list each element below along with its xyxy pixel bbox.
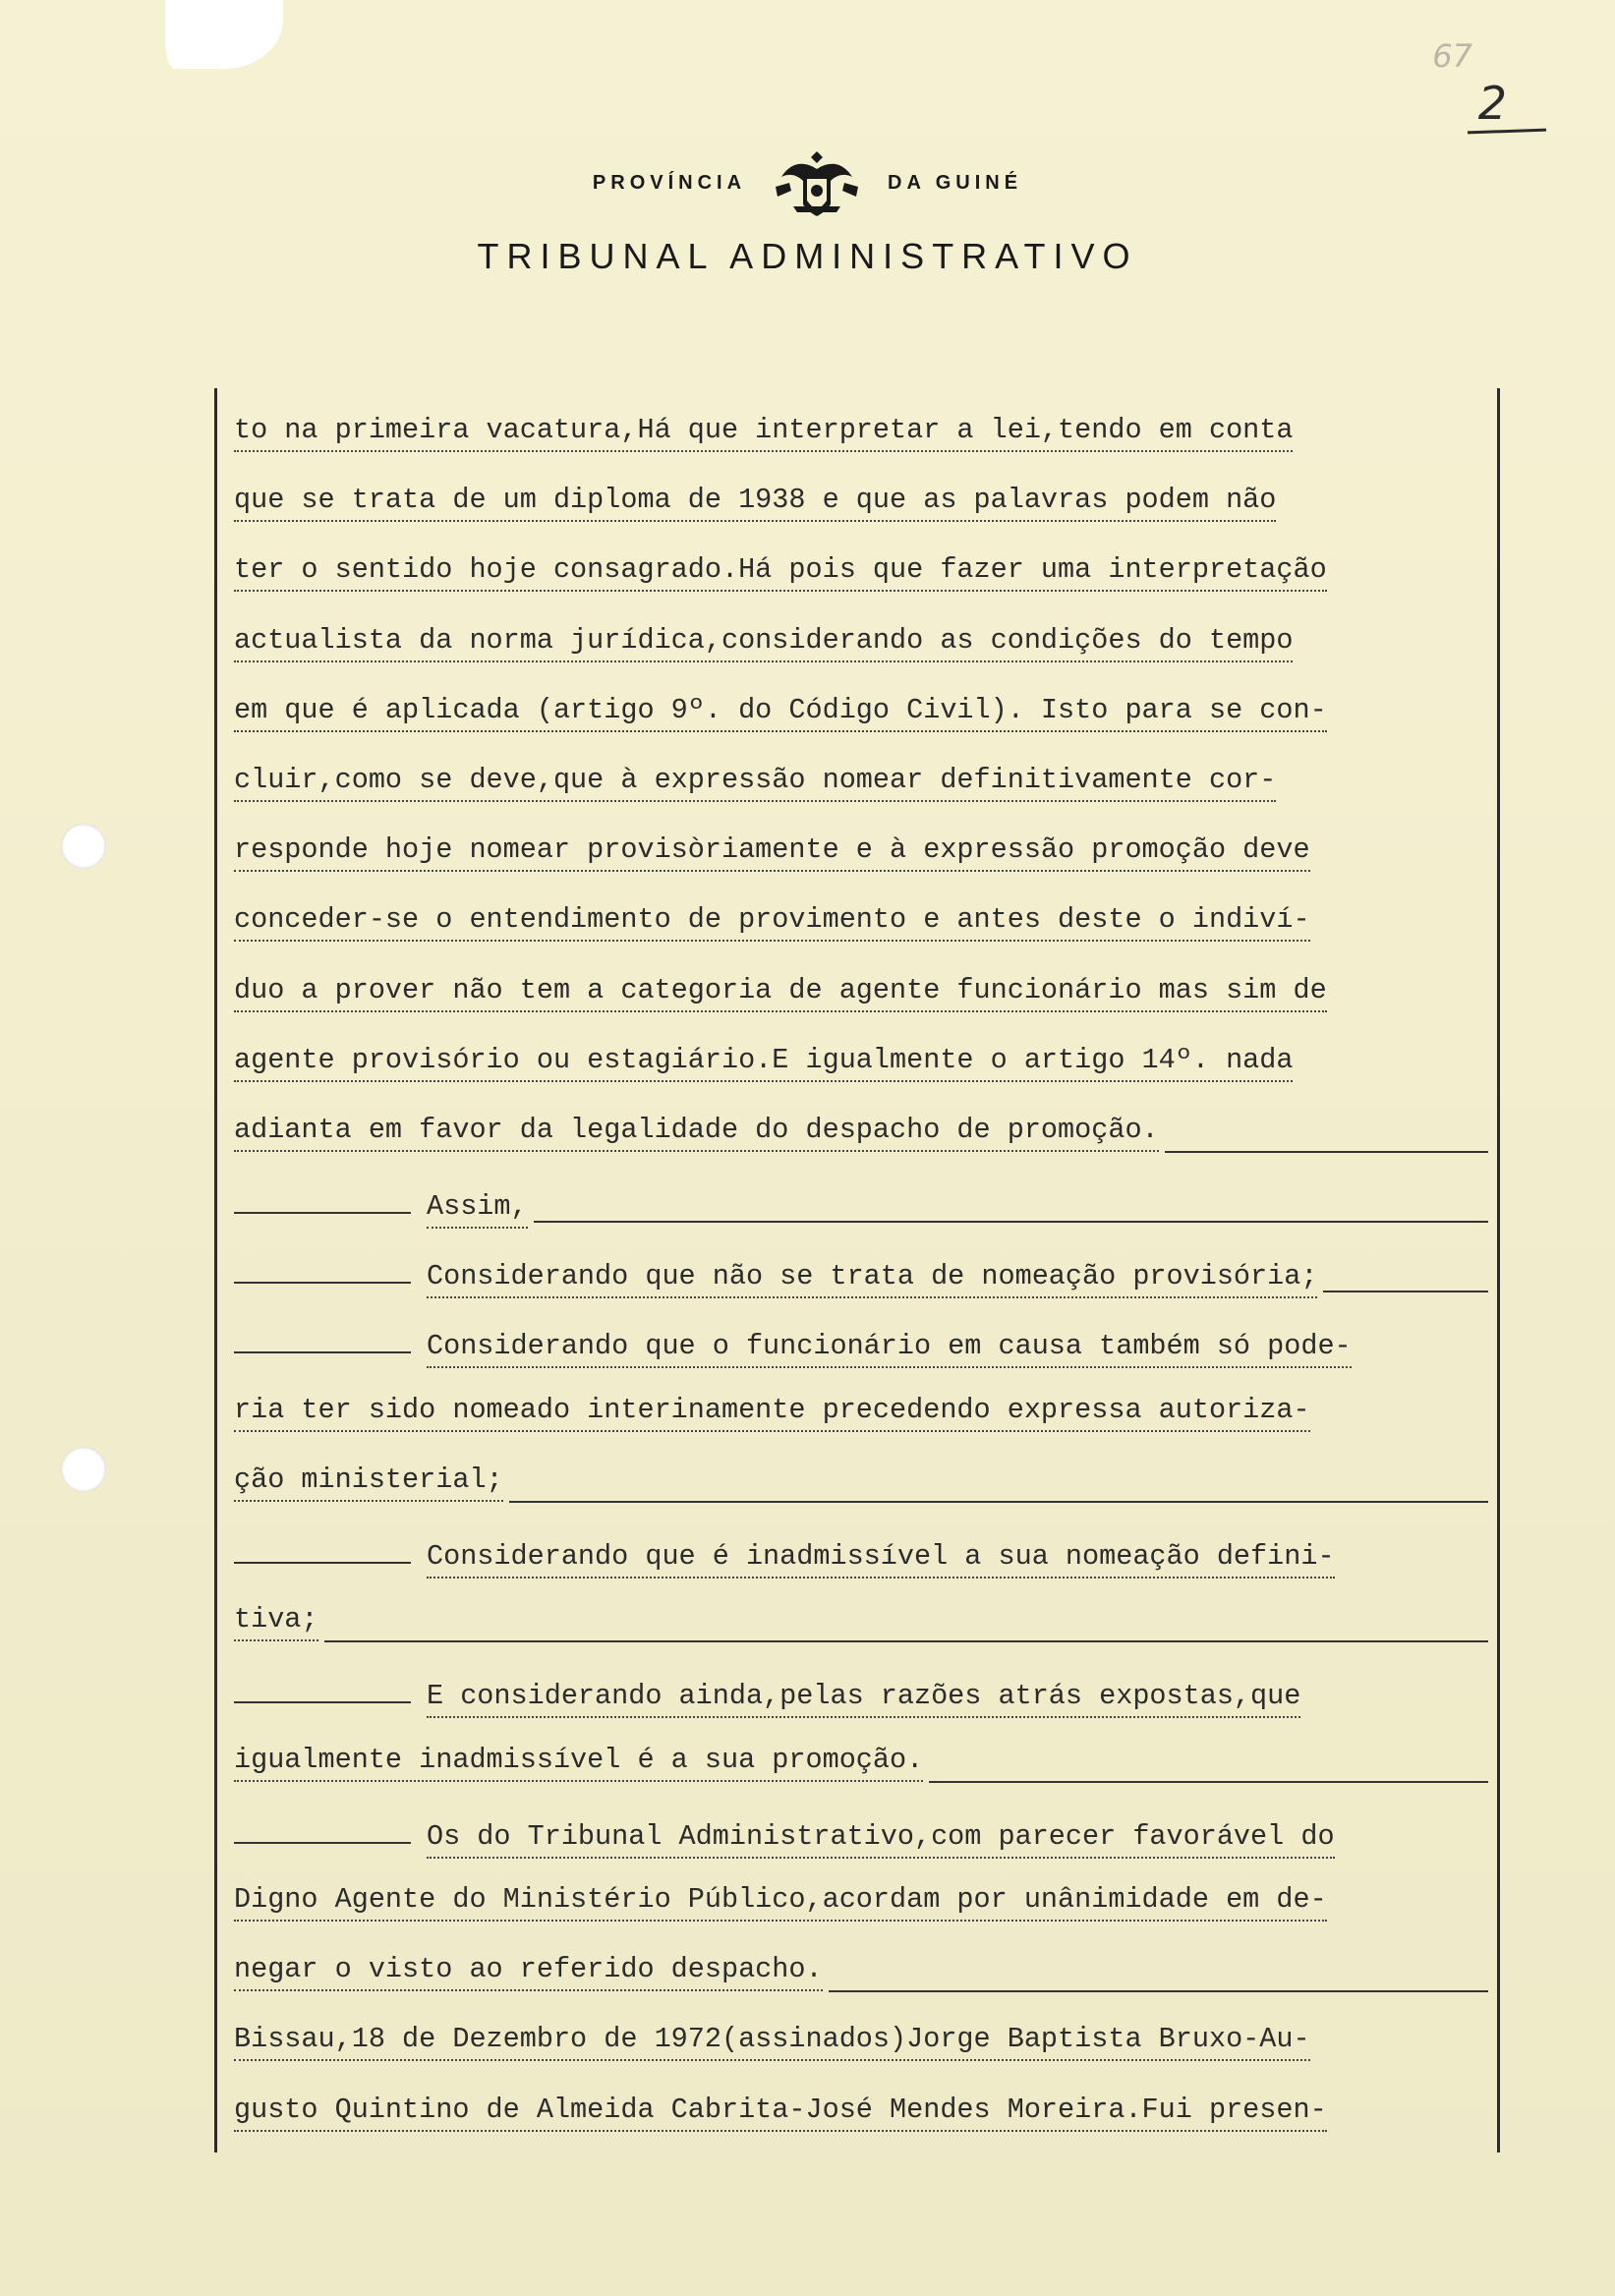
line-text: Digno Agente do Ministério Público,acordam por unânimidade em de- — [234, 1880, 1327, 1922]
line-text: negar o visto ao referido despacho. — [234, 1950, 823, 1991]
line-text: ria ter sido nomeado interinamente precedendo expressa autoriza- — [234, 1391, 1310, 1432]
leader-rule — [234, 1670, 411, 1703]
line-text: ção ministerial; — [234, 1461, 503, 1502]
leader-rule — [234, 1180, 411, 1214]
filler-rule — [1323, 1291, 1488, 1292]
line-text: agente provisório ou estagiário.E igualmente o artigo 14º. nada — [234, 1041, 1293, 1082]
province-row — [0, 147, 1615, 218]
line-text: gusto Quintino de Almeida Cabrita-José Mendes Moreira.Fui presen- — [234, 2091, 1327, 2132]
line-text: responde hoje nomear provisòriamente e à expressão promoção deve — [234, 831, 1310, 872]
text-line — [234, 1600, 1492, 1670]
leader-rule — [234, 1530, 411, 1564]
text-line — [234, 1950, 1492, 2020]
text-line — [234, 761, 1492, 831]
filler-rule — [324, 1640, 1488, 1642]
filler-rule — [509, 1501, 1488, 1503]
filler-rule — [1165, 1151, 1488, 1153]
text-line — [234, 1320, 1492, 1390]
text-line — [234, 1041, 1492, 1111]
text-line — [234, 411, 1492, 481]
page-number: 2 — [1477, 77, 1507, 130]
text-line — [234, 1180, 1492, 1250]
old-page-number: 67 — [1432, 37, 1472, 75]
letterhead — [0, 147, 1615, 277]
line-text: to na primeira vacatura,Há que interpretar a lei,tendo em conta — [234, 411, 1293, 452]
text-line — [234, 1810, 1492, 1880]
text-line — [234, 1741, 1492, 1810]
text-line — [234, 971, 1492, 1041]
leader-rule — [234, 1250, 411, 1284]
text-line — [234, 900, 1492, 970]
line-text: Considerando que não se trata de nomeação provisória; — [427, 1257, 1317, 1298]
line-text: Os do Tribunal Administrativo,com parecer favorável do — [427, 1817, 1335, 1859]
text-line — [234, 831, 1492, 900]
line-text: actualista da norma jurídica,considerando as condições do tempo — [234, 621, 1293, 662]
text-line — [234, 1670, 1492, 1740]
text-line — [234, 691, 1492, 761]
filler-rule — [929, 1781, 1488, 1783]
line-text: Considerando que o funcionário em causa também só pode- — [427, 1327, 1352, 1368]
line-text: ter o sentido hoje consagrado.Há pois que fazer uma interpretação — [234, 550, 1327, 592]
coat-of-arms-icon — [772, 147, 862, 218]
right-margin-line — [1497, 388, 1500, 2152]
text-line — [234, 481, 1492, 550]
text-line — [234, 1530, 1492, 1600]
punch-hole-bottom — [61, 1447, 106, 1492]
line-text: E considerando ainda,pelas razões atrás expostas,que — [427, 1677, 1300, 1718]
text-line — [234, 1880, 1492, 1950]
line-text: conceder-se o entendimento de provimento e antes deste o indiví- — [234, 900, 1310, 942]
text-line — [234, 550, 1492, 620]
tribunal-title: TRIBUNAL ADMINISTRATIVO — [477, 236, 1138, 276]
province-right: DA GUINÉ — [888, 171, 1023, 194]
punch-hole-top — [61, 824, 106, 869]
line-text: tiva; — [234, 1600, 318, 1641]
leader-rule — [234, 1320, 411, 1353]
leader-rule — [234, 1810, 411, 1844]
text-line — [234, 1461, 1492, 1530]
line-text: adianta em favor da legalidade do despacho de promoção. — [234, 1111, 1159, 1152]
text-line — [234, 2020, 1492, 2090]
line-text: Considerando que é inadmissível a sua nomeação defini- — [427, 1537, 1335, 1578]
left-margin-line — [214, 388, 217, 2152]
line-text: Assim, — [427, 1187, 528, 1229]
filler-rule — [829, 1990, 1488, 1992]
province-left: PROVÍNCIA — [592, 171, 747, 194]
line-text: duo a prover não tem a categoria de agente funcionário mas sim de — [234, 971, 1327, 1012]
torn-corner — [165, 0, 283, 69]
text-line — [234, 621, 1492, 691]
text-line — [234, 1250, 1492, 1320]
line-text: Bissau,18 de Dezembro de 1972(assinados)Jorge Baptista Bruxo-Au- — [234, 2020, 1310, 2061]
line-text: cluir,como se deve,que à expressão nomear definitivamente cor- — [234, 761, 1276, 802]
text-line — [234, 1391, 1492, 1461]
filler-rule — [534, 1221, 1488, 1223]
typed-body — [234, 411, 1492, 2160]
line-text: que se trata de um diploma de 1938 e que as palavras podem não — [234, 481, 1276, 522]
line-text: igualmente inadmissível é a sua promoção. — [234, 1741, 923, 1782]
line-text: em que é aplicada (artigo 9º. do Código Civil). Isto para se con- — [234, 691, 1327, 732]
text-line — [234, 1111, 1492, 1180]
text-line — [234, 2091, 1492, 2160]
